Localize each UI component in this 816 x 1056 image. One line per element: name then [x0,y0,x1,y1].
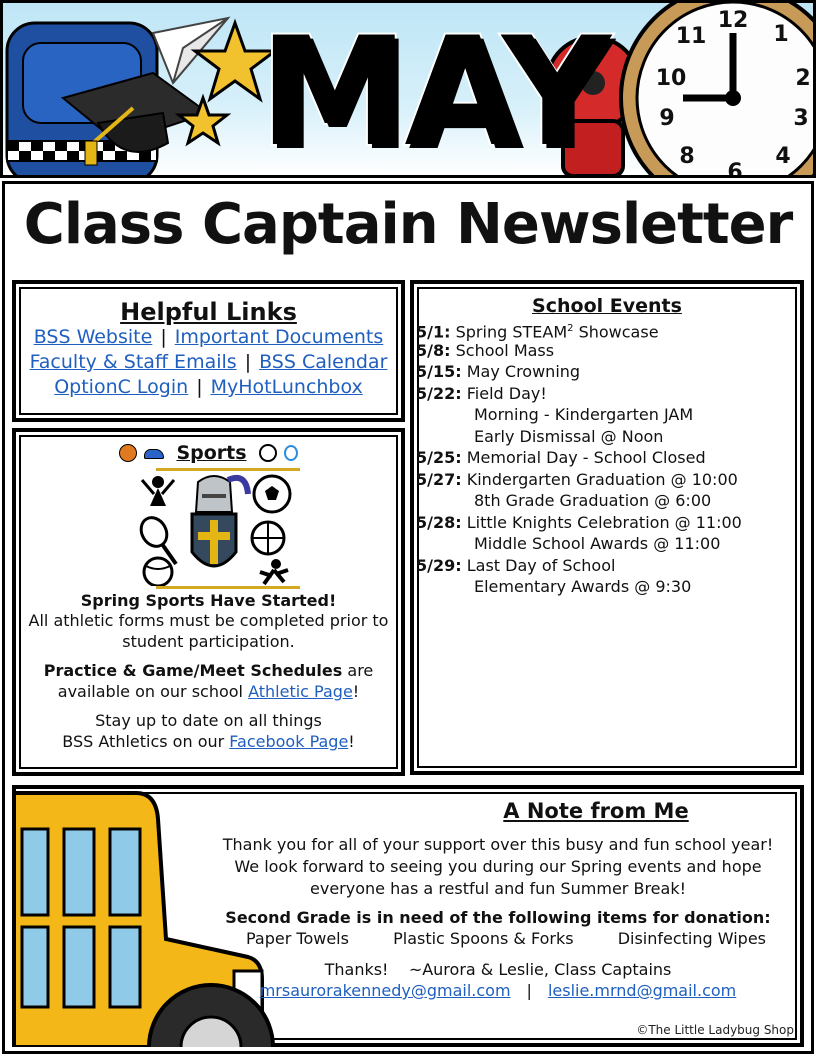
helpful-links-box [12,280,405,422]
event-subtext: 8th Grade Graduation @ 6:00 [474,491,712,510]
event-subtext: Elementary Awards @ 9:30 [474,577,692,596]
emails-line [196,980,800,1002]
donation-item: Plastic Spoons & Forks [393,929,574,948]
event-text: Last Day of School [466,555,616,575]
event-subitem [416,426,663,448]
svg-text:11: 11 [675,24,707,49]
sneaker-icon [144,449,164,459]
cheerleader-icon [142,476,174,506]
gold-rule-bottom [156,586,300,589]
event-item [416,447,706,469]
event-date: 5/28: [416,512,462,532]
sports-heading: Sports [176,442,247,464]
svg-text:1: 1 [773,22,789,47]
link-row [16,351,401,373]
link-row [16,376,401,398]
schedules-line2-prefix: available on our school [57,682,249,701]
event-date: 5/25: [416,448,462,467]
note-line-2: We look forward to seeing you during our Spring events and hope [234,857,762,876]
event-item [416,512,742,534]
event-date: 5/8: [416,340,451,360]
svg-text:8: 8 [679,144,695,169]
volleyball-icon [144,558,172,586]
knight-helmet-icon [196,476,248,512]
bss-website-link[interactable]: BSS Website [33,326,153,348]
athletic-page-link[interactable]: Athletic Page [248,682,353,701]
svg-text:3: 3 [793,106,809,131]
note-line-1: Thank you for all of your support over this busy and fun school year! [222,835,774,854]
event-subitem [416,533,720,555]
helpful-links-heading: Helpful Links [120,298,297,326]
event-date: 5/22: [416,383,462,403]
soccer-ball-icon [254,476,290,512]
event-text: Memorial Day - School Closed [466,448,706,467]
note-line-3: everyone has a restful and fun Summer Break! [310,879,686,898]
event-item [416,469,738,491]
svg-text:4: 4 [775,144,791,169]
myhotlunchbox-link[interactable]: MyHotLunchbox [210,376,363,398]
event-text: May Crowning [466,362,581,381]
email-link-leslie[interactable]: leslie.mrnd@gmail.com [547,981,737,1000]
svg-text:6: 6 [727,160,743,181]
svg-text:9: 9 [659,106,675,131]
thanks-line: Thanks! ~Aurora & Leslie, Class Captains [324,960,672,979]
page-title: Class Captain Newsletter [23,192,793,257]
event-item [416,361,580,383]
donation-heading: Second Grade is in need of the following items for donation: [225,908,771,927]
link-separator: | [244,351,252,373]
event-subitem [416,404,693,426]
sports-box [12,428,405,776]
event-date: 5/15: [416,362,462,381]
school-events-box [410,280,804,775]
gold-rule-top [156,468,300,471]
bss-calendar-link[interactable]: BSS Calendar [259,351,388,373]
event-date: 5/29: [416,555,462,575]
event-date: 5/27: [416,469,462,489]
donation-item: Paper Towels [246,929,349,948]
athletic-forms-text: All athletic forms must be completed prior to [28,611,389,630]
optionc-login-link[interactable]: OptionC Login [54,376,189,398]
event-superscript: 2 [567,323,574,334]
schedules-line1 [16,660,401,681]
important-documents-link[interactable]: Important Documents [174,326,384,348]
svg-text:2: 2 [795,66,811,91]
basketball-icon [252,522,284,554]
svg-text:10: 10 [655,66,687,91]
event-text: Little Knights Celebration @ 11:00 [466,512,742,532]
stay-line2-suffix: ! [348,732,355,751]
schedules-bold-text: Practice & Game/Meet Schedules [43,661,343,680]
school-events-heading: School Events [532,295,682,317]
event-text: School Mass [455,340,555,360]
event-subtext: Early Dismissal @ Noon [474,426,664,446]
svg-text:12: 12 [717,8,749,33]
athletics-crest-illustration [136,472,292,586]
athletic-forms-text-line2: student participation. [122,632,295,651]
event-item [416,555,615,577]
copyright-credit: ©The Little Ladybug Shop [636,1023,794,1037]
donation-item: Disinfecting Wipes [617,929,766,948]
event-text: Spring STEAM [455,322,568,342]
month-title: MAY [259,6,607,178]
sports-title-row [16,442,401,464]
event-item [416,383,547,405]
basketball-icon [119,444,137,462]
tennis-racket-icon [284,445,298,461]
event-text: Kindergarten Graduation @ 10:00 [466,469,738,489]
note-box [12,785,804,1047]
schedules-line2-suffix: ! [352,682,360,701]
event-subtext: Middle School Awards @ 11:00 [474,534,721,553]
header-banner [0,0,816,181]
email-separator: | [526,981,532,1000]
event-subitem [416,490,711,512]
event-text: Field Day! [466,383,547,403]
runner-icon [260,559,288,584]
event-subtext: Morning - Kindergarten JAM [474,405,694,424]
stay-up-to-date-line2 [16,731,401,752]
event-item [416,340,554,362]
facebook-page-link[interactable]: Facebook Page [229,732,349,751]
stay-up-to-date-line1: Stay up to date on all things [95,711,322,730]
email-link-aurora[interactable]: mrsaurorakennedy@gmail.com [259,981,511,1000]
link-separator: | [196,376,203,398]
shield-cross-icon [192,514,236,566]
link-separator: | [160,326,167,348]
event-date: 5/1: [416,322,451,342]
spring-sports-started: Spring Sports Have Started! [80,591,337,610]
clock-icon [621,3,816,181]
note-heading: A Note from Me [503,799,689,823]
event-text-suffix: Showcase [573,322,659,342]
faculty-staff-emails-link[interactable]: Faculty & Staff Emails [29,351,237,373]
donation-items [246,929,766,948]
link-row [16,326,401,348]
soccer-ball-icon [259,444,277,462]
event-subitem [416,576,691,598]
schedules-line2 [16,681,401,702]
schedules-rest-text: are [342,661,374,680]
stay-line2-prefix: BSS Athletics on our [62,732,230,751]
tennis-racket-icon [136,513,176,564]
